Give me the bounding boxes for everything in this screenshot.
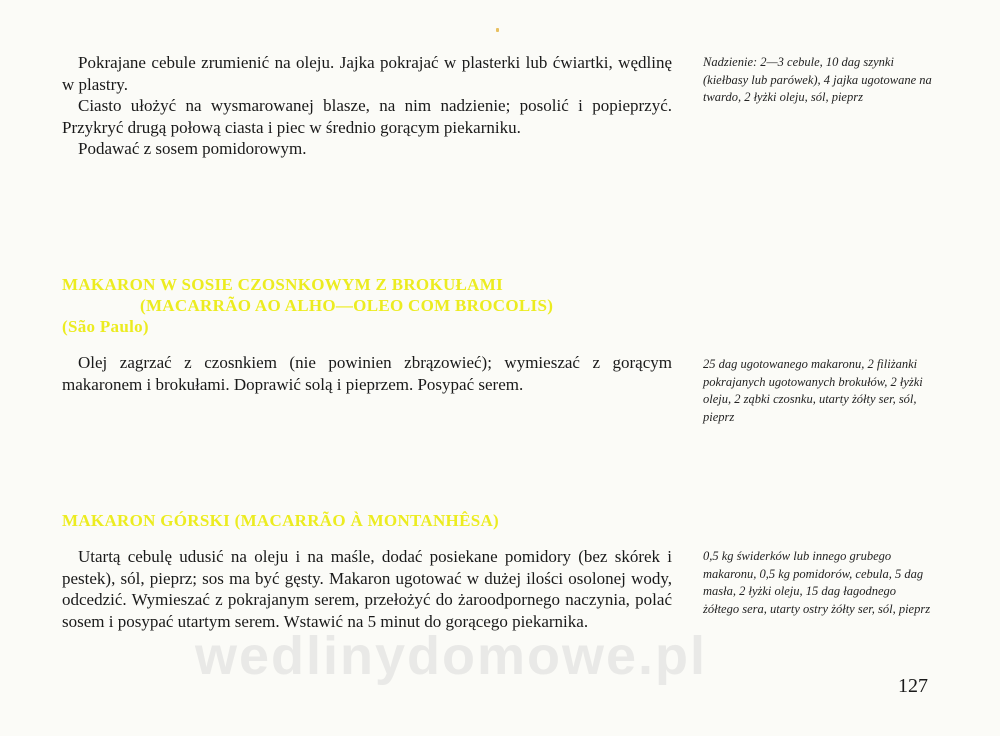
section2-title-line1: MAKARON W SOSIE CZOSNKOWYM Z BROKUŁAMI <box>62 275 504 294</box>
section1-paragraph-2: Ciasto ułożyć na wysmarowanej blasze, na nim nadzienie; posolić i popieprzyć. Przykryć drugą połową ciasta i piec w średnio gorącym piekarniku. <box>62 96 672 137</box>
section1-paragraph-3: Podawać z sosem pomidorowym. <box>78 139 307 158</box>
section2-paragraph: Olej zagrzać z czosnkiem (nie powinien zbrązowieć); wymieszać z gorącym makaronem i brokułami. Doprawić solą i pieprzem. Posypać serem. <box>62 353 672 394</box>
section2-title-line2: (MACARRÃO AO ALHO—OLEO COM BROCOLIS) <box>140 296 554 315</box>
page-number: 127 <box>898 675 928 697</box>
section3-paragraph: Utartą cebulę udusić na oleju i na maśle, dodać posiekane pomidory (bez skórek i pestek), sól, pieprz; sos ma być gęsty. Makaron ugotować w dużej ilości osolonej wody, odcedzić. Wymieszać z pokrajanym serem, przełożyć do żaroodpornego naczynia, polać sosem i posypać utartym serem. Wstawić na 5 minut do gorącego piekarnika. <box>62 547 672 631</box>
section1-paragraph-1: Pokrajane cebule zrumienić na oleju. Jajka pokrajać w plasterki lub ćwiartki, wędlinę w plastry. <box>62 53 672 94</box>
section3-body <box>62 546 672 632</box>
watermark: wedlinydomowe.pl <box>195 626 708 686</box>
section2-body <box>62 352 672 395</box>
section1-body <box>62 52 672 160</box>
section1-ingredients: Nadzienie: 2—3 cebule, 10 dag szynki (kiełbasy lub parówek), 4 jajka ugotowane na twardo, 2 łyżki oleju, sól, pieprz <box>703 55 932 104</box>
section2-ingredients: 25 dag ugotowanego makaronu, 2 filiżanki pokrajanych ugotowanych brokułów, 2 łyżki oleju, 2 ząbki czosnku, utarty żółty ser, sól, pieprz <box>703 357 923 424</box>
section2-title-location: (São Paulo) <box>62 317 149 336</box>
section3-ingredients: 0,5 kg świderków lub innego grubego makaronu, 0,5 kg pomidorów, cebula, 5 dag masła, 2 łyżki oleju, 15 dag łagodnego żółtego sera, utarty ostry żółty ser, sól, pieprz <box>703 549 931 616</box>
section3-title: MAKARON GÓRSKI (MACARRÃO À MONTANHÊSA) <box>62 511 500 530</box>
ink-spot <box>496 28 499 32</box>
